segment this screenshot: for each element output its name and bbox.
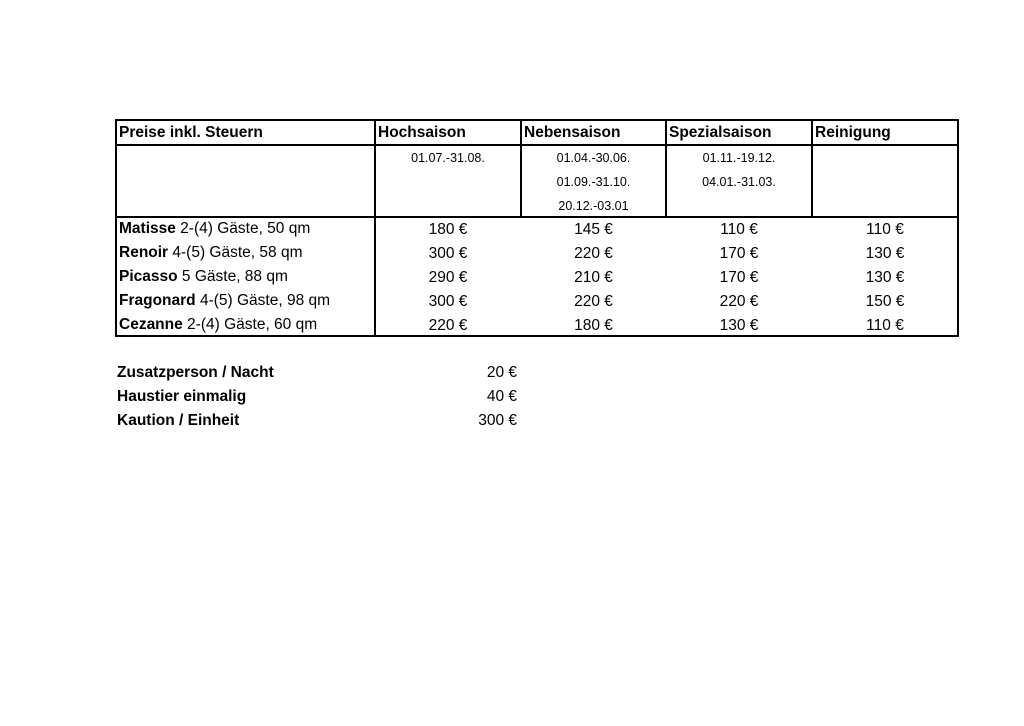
price-hochsaison: 300 €	[428, 245, 468, 262]
extra-value: 20 €	[486, 364, 517, 381]
price-reinigung: 130 €	[865, 269, 905, 286]
price-spezialsaison: 130 €	[719, 317, 759, 334]
date-range-hochsaison: 01.07.-31.08.	[411, 151, 485, 165]
unit-name: Cezanne	[119, 316, 183, 333]
unit-name: Picasso	[119, 268, 178, 285]
header-hochsaison: Hochsaison	[378, 124, 466, 141]
price-hochsaison: 180 €	[428, 221, 468, 238]
unit-name: Fragonard	[119, 292, 196, 309]
date-range-nebensaison: 01.09.-31.10.	[556, 175, 631, 189]
extra-label: Haustier einmalig	[117, 388, 247, 405]
header-reinigung: Reinigung	[815, 124, 891, 141]
extra-value: 40 €	[486, 388, 517, 405]
price-hochsaison: 220 €	[428, 317, 468, 334]
unit-description: 2-(4) Gäste, 60 qm	[182, 316, 318, 333]
header-label: Preise inkl. Steuern	[119, 124, 263, 141]
price-hochsaison: 300 €	[428, 293, 468, 310]
unit-description: 5 Gäste, 88 qm	[177, 268, 288, 285]
price-nebensaison: 210 €	[574, 269, 613, 286]
unit-label	[119, 217, 310, 241]
price-table	[115, 119, 959, 337]
price-nebensaison: 180 €	[574, 317, 613, 334]
unit-name: Matisse	[119, 220, 176, 237]
extra-label: Zusatzperson / Nacht	[117, 364, 274, 381]
unit-label	[119, 289, 330, 313]
price-nebensaison: 220 €	[574, 245, 613, 262]
unit-description: 4-(5) Gäste, 58 qm	[168, 244, 303, 261]
date-range-spezialsaison: 04.01.-31.03.	[702, 175, 776, 189]
unit-description: 2-(4) Gäste, 50 qm	[175, 220, 311, 237]
header-nebensaison: Nebensaison	[524, 124, 621, 141]
price-nebensaison: 220 €	[574, 293, 613, 310]
price-reinigung: 110 €	[866, 317, 904, 334]
list-item	[117, 361, 537, 385]
price-spezialsaison: 170 €	[719, 245, 759, 262]
price-spezialsaison: 220 €	[719, 293, 759, 310]
extras-list	[117, 361, 537, 433]
price-reinigung: 130 €	[865, 245, 905, 262]
unit-label	[119, 241, 302, 265]
extra-label: Kaution / Einheit	[117, 412, 240, 429]
unit-name: Renoir	[119, 244, 169, 261]
list-item	[117, 409, 537, 433]
price-hochsaison: 290 €	[428, 269, 468, 286]
date-range-spezialsaison: 01.11.-19.12.	[702, 151, 776, 165]
header-spezialsaison: Spezialsaison	[669, 124, 772, 141]
price-reinigung: 110 €	[866, 221, 904, 238]
price-reinigung: 150 €	[865, 293, 905, 310]
date-range-nebensaison: 20.12.-03.01	[558, 199, 629, 213]
list-item	[117, 385, 537, 409]
unit-label	[119, 313, 317, 337]
extra-value: 300 €	[478, 412, 517, 429]
date-range-nebensaison: 01.04.-30.06.	[556, 151, 631, 165]
price-spezialsaison: 110 €	[720, 221, 758, 238]
price-nebensaison: 145 €	[574, 221, 613, 238]
unit-description: 4-(5) Gäste, 98 qm	[195, 292, 331, 309]
unit-label	[119, 265, 288, 289]
price-spezialsaison: 170 €	[719, 269, 759, 286]
